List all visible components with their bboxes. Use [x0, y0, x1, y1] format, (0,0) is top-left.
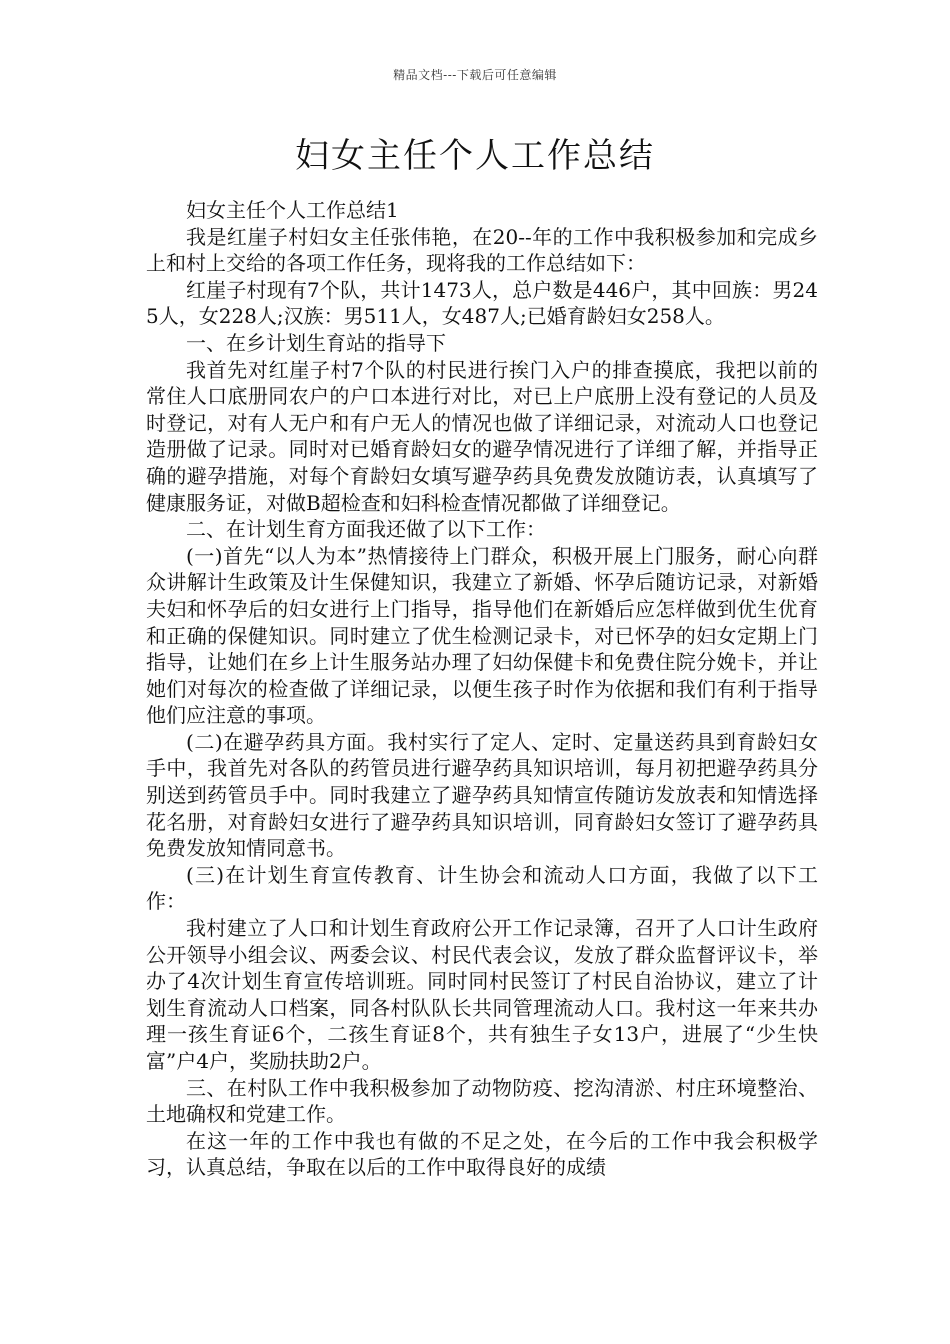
paragraph-item-3: (三)在计划生育宣传教育、计生协会和流动人口方面，我做了以下工作：: [146, 862, 818, 914]
document-body: [146, 197, 818, 1181]
section-heading-3: 三、在村队工作中我积极参加了动物防疫、挖沟清淤、村庄环境整治、土地确权和党建工作。: [146, 1075, 818, 1127]
paragraph-intro: 我是红崖子村妇女主任张伟艳，在20--年的工作中我积极参加和完成乡上和村上交给的各项工作任务，现将我的工作总结如下：: [146, 224, 818, 276]
section-heading-1: 一、在乡计划生育站的指导下: [186, 330, 446, 355]
paragraph-item-1: (一)首先“以人为本”热情接待上门群众，积极开展上门服务，耐心向群众讲解计生政策及计生保健知识，我建立了新婚、怀孕后随访记录，对新婚夫妇和怀孕后的妇女进行上门指导，指导他们在新婚后应怎样做到优生优育和正确的保健知识。同时建立了优生检测记录卡，对已怀孕的妇女定期上门指导，让她们在乡上计生服务站办理了妇幼保健卡和免费住院分娩卡，并让她们对每次的检查做了详细记录，以便生孩子时作为依据和我们有利于指导他们应注意的事项。: [146, 543, 818, 728]
header-note: 精品文档---下载后可任意编辑: [393, 68, 557, 82]
paragraph-item-2: (二)在避孕药具方面。我村实行了定人、定时、定量送药具到育龄妇女手中，我首先对各队的药管员进行避孕药具知识培训，每月初把避孕药具分别送到药管员手中。同时我建立了避孕药具知情宣传随访发放表和知情选择花名册，对育龄妇女进行了避孕药具知识培训，同育龄妇女签订了避孕药具免费发放知情同意书。: [146, 729, 818, 861]
document-title: 妇女主任个人工作总结: [295, 136, 655, 176]
paragraph-village-work: 我村建立了人口和计划生育政府公开工作记录簿，召开了人口计生政府公开领导小组会议、两委会议、村民代表会议，发放了群众监督评议卡，举办了4次计划生育宣传培训班。同时同村民签订了村民自治协议，建立了计划生育流动人口档案，同各村队队长共同管理流动人口。我村这一年来共办理一孩生育证6个，二孩生育证8个，共有独生子女13户，进展了“少生快富”户4户，奖励扶助2户。: [146, 916, 818, 1073]
paragraph-village-stats: 红崖子村现有7个队，共计1473人，总户数是446户，其中回族：男245人，女228人;汉族：男511人，女487人;已婚育龄妇女258人。: [146, 277, 818, 329]
section-heading-2: 二、在计划生育方面我还做了以下工作：: [186, 517, 546, 542]
paragraph-subtitle: 妇女主任个人工作总结1: [186, 198, 399, 222]
paragraph-survey: 我首先对红崖子村7个队的村民进行挨门入户的排查摸底，我把以前的常住人口底册同农户的户口本进行对比，对已上户底册上没有登记的人员及时登记，对有人无户和有户无人的情况也做了详细记录，对流动人口也登记造册做了记录。同时对已婚育龄妇女的避孕情况进行了详细了解，并指导正确的避孕措施，对每个育龄妇女填写避孕药具免费发放随访表，认真填写了健康服务证，对做B超检查和妇科检查情况都做了详细登记。: [146, 357, 818, 515]
paragraph-closing: 在这一年的工作中我也有做的不足之处，在今后的工作中我会积极学习，认真总结，争取在以后的工作中取得良好的成绩: [146, 1128, 818, 1180]
